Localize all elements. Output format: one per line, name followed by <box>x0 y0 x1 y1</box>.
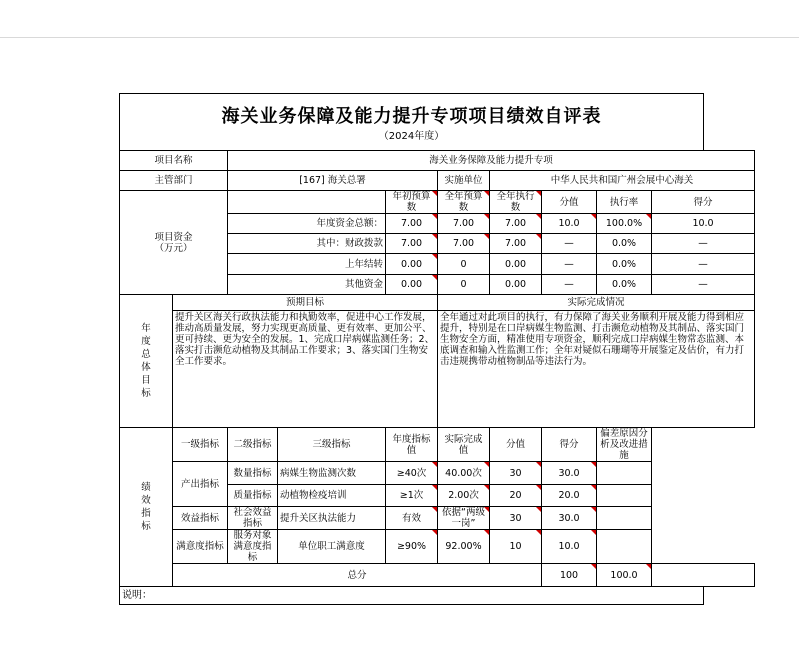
funds-label: 项目资金 （万元） <box>120 191 228 295</box>
indicators-label: 绩 效 指 标 <box>120 428 173 587</box>
ind-score: 10 <box>490 530 542 564</box>
project-name-label: 项目名称 <box>120 151 228 171</box>
total-got: 100.0 <box>597 564 652 587</box>
ind-reason <box>597 530 652 564</box>
ind-header-level3: 三级指标 <box>278 428 386 462</box>
funds-header-rate: 执行率 <box>597 191 652 214</box>
ind-got: 10.0 <box>542 530 597 564</box>
ind-score: 20 <box>490 485 542 507</box>
ind-header-reason: 偏差原因分析及改进措施 <box>597 428 652 462</box>
ind-target: ≥1次 <box>386 485 438 507</box>
page-title: 海关业务保障及能力提升专项项目绩效自评表 <box>221 106 602 127</box>
funds-initial: 7.00 <box>386 234 438 254</box>
funds-got: — <box>652 234 755 254</box>
ind-level2: 服务对象满意度指标 <box>228 530 278 564</box>
funds-annual: 7.00 <box>438 234 490 254</box>
top-divider <box>0 37 799 38</box>
note-label: 说明： <box>122 590 152 601</box>
expected-goal-header: 预期目标 <box>173 295 438 311</box>
evaluation-sheet <box>119 93 745 605</box>
dept-value: [167] 海关总署 <box>228 171 438 191</box>
funds-initial: 7.00 <box>386 214 438 234</box>
funds-annual: 7.00 <box>438 214 490 234</box>
funds-header-exec: 全年执行数 <box>490 191 542 214</box>
year-subtitle: （2024年度） <box>378 131 445 142</box>
funds-header-annual: 全年预算数 <box>438 191 490 214</box>
title-block <box>119 93 704 150</box>
funds-header-got: 得分 <box>652 191 755 214</box>
expected-goal-text: 提升关区海关行政执法能力和执勤效率，促进中心工作发展，推动高质量发展，努力实现更高质量、更有效率、更加公平、更可持续、更为安全的发展。1、完成口岸病媒监测任务；2、落实打击濒危动植物及其制品工作要求；3、落实国门生物安全工作要求。 <box>173 311 438 428</box>
ind-level3: 动植物检疫培训 <box>278 485 386 507</box>
ind-header-target: 年度指标值 <box>386 428 438 462</box>
ind-level2: 数量指标 <box>228 462 278 485</box>
funds-annual: 0 <box>438 254 490 275</box>
actual-goal-text: 全年通过对此项目的执行，有力保障了海关业务顺利开展及能力得到相应提升，特别是在口岸病媒生物监测、打击濒危动植物及其制品、落实国门生物安全方面，精准使用专项资金，顺利完成口岸病媒生物常态监测、本底调查和输入性监测工作；全年对疑似石珊瑚等开展鉴定及估价，有力打击违规携带动植物制品等违法行为。 <box>438 311 755 428</box>
ind-target: ≥90% <box>386 530 438 564</box>
ind-target: 有效 <box>386 507 438 530</box>
funds-got: 10.0 <box>652 214 755 234</box>
ind-level3: 提升关区执法能力 <box>278 507 386 530</box>
funds-row-label: 年度资金总额： <box>228 214 386 234</box>
funds-row-label: 上年结转 <box>228 254 386 275</box>
ind-reason <box>597 485 652 507</box>
funds-rate: 0.0% <box>597 275 652 295</box>
funds-score: 10.0 <box>542 214 597 234</box>
funds-annual: 0 <box>438 275 490 295</box>
ind-actual: 2.00次 <box>438 485 490 507</box>
actual-goal-header: 实际完成情况 <box>438 295 755 311</box>
ind-got: 20.0 <box>542 485 597 507</box>
funds-exec: 7.00 <box>490 234 542 254</box>
ind-target: ≥40次 <box>386 462 438 485</box>
funds-score: — <box>542 234 597 254</box>
output-indicator-label: 产出指标 <box>173 462 228 507</box>
funds-rate: 0.0% <box>597 234 652 254</box>
ind-actual: 92.00% <box>438 530 490 564</box>
ind-got: 30.0 <box>542 462 597 485</box>
funds-exec: 0.00 <box>490 254 542 275</box>
ind-actual: 40.00次 <box>438 462 490 485</box>
funds-got: — <box>652 275 755 295</box>
ind-reason <box>597 507 652 530</box>
funds-score: — <box>542 275 597 295</box>
ind-level3: 病媒生物监测次数 <box>278 462 386 485</box>
total-label: 总分 <box>173 564 542 587</box>
ind-header-actual: 实际完成值 <box>438 428 490 462</box>
funds-rate: 100.0% <box>597 214 652 234</box>
dept-label: 主管部门 <box>120 171 228 191</box>
total-reason <box>652 564 755 587</box>
ind-level3: 单位职工满意度 <box>278 530 386 564</box>
funds-initial: 0.00 <box>386 254 438 275</box>
funds-exec: 0.00 <box>490 275 542 295</box>
ind-level2: 社会效益指标 <box>228 507 278 530</box>
project-name-value: 海关业务保障及能力提升专项 <box>228 151 755 171</box>
ind-header-level2: 二级指标 <box>228 428 278 462</box>
impl-label: 实施单位 <box>438 171 490 191</box>
funds-initial: 0.00 <box>386 275 438 295</box>
funds-row-label: 其中：财政拨款 <box>228 234 386 254</box>
note-row <box>119 587 704 605</box>
benefit-indicator-label: 效益指标 <box>173 507 228 530</box>
ind-got: 30.0 <box>542 507 597 530</box>
funds-header-initial: 年初预算数 <box>386 191 438 214</box>
ind-reason <box>597 462 652 485</box>
ind-score: 30 <box>490 462 542 485</box>
ind-header-level1: 一级指标 <box>173 428 228 462</box>
ind-header-score: 分值 <box>490 428 542 462</box>
goals-label: 年 度 总 体 目 标 <box>120 295 173 428</box>
funds-rate: 0.0% <box>597 254 652 275</box>
ind-actual: 依据“两级一岗” <box>438 507 490 530</box>
funds-got: — <box>652 254 755 275</box>
funds-header-score: 分值 <box>542 191 597 214</box>
total-score: 100 <box>542 564 597 587</box>
funds-header-blank <box>228 191 386 214</box>
ind-header-got: 得分 <box>542 428 597 462</box>
impl-value: 中华人民共和国广州会展中心海关 <box>490 171 755 191</box>
funds-score: — <box>542 254 597 275</box>
funds-exec: 7.00 <box>490 214 542 234</box>
satisfaction-indicator-label: 满意度指标 <box>173 530 228 564</box>
evaluation-table <box>119 150 755 587</box>
ind-level2: 质量指标 <box>228 485 278 507</box>
funds-row-label: 其他资金 <box>228 275 386 295</box>
ind-score: 30 <box>490 507 542 530</box>
